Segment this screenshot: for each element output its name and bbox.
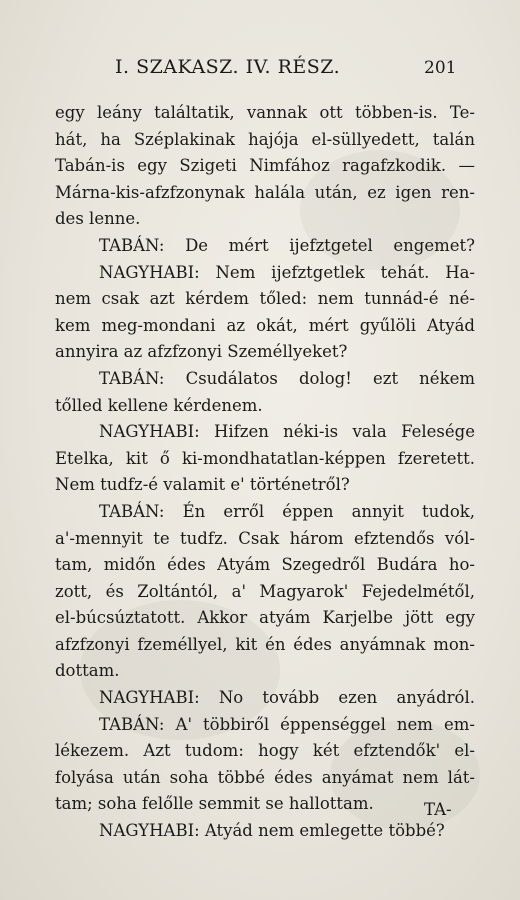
text-line: NAGYHABI: Nem ijefztgetlek tehát. Ha- bbox=[99, 262, 475, 282]
text-line: lékezem. Azt tudom: hogy két efztendők' el- bbox=[55, 741, 475, 761]
text-line: annyira az afzfzonyi Személlyeket? bbox=[55, 342, 348, 362]
text-line: zott, és Zoltántól, a' Magyarok' Fejedelmétől, bbox=[55, 581, 475, 601]
body-text bbox=[55, 100, 475, 845]
text-line: des lenne. bbox=[55, 209, 141, 229]
text-line: dottam. bbox=[55, 661, 120, 681]
text-line: TABÁN: A' többiről éppenséggel nem em- bbox=[99, 714, 475, 734]
text-line: tam, midőn édes Atyám Szegedről Budára ho- bbox=[55, 555, 475, 575]
text-line: hát, ha Széplakinak hajója el-süllyedett, talán bbox=[55, 129, 475, 149]
text-line: Márna-kis-afzfzonynak halála után, ez igen ren- bbox=[55, 182, 475, 202]
text-line: NAGYHABI: No tovább ezen anyádról. bbox=[99, 688, 475, 708]
text-line: egy leány találtatik, vannak ott többen-is. Te- bbox=[55, 103, 475, 122]
text-line: Etelka, kit ő ki-mondhatatlan-képpen fzeretett. bbox=[55, 448, 475, 468]
text-line: Tabán-is egy Szigeti Nimfához ragafzkodik. — bbox=[55, 156, 475, 176]
text-line: NAGYHABI: Atyád nem emlegette többé? bbox=[99, 821, 445, 841]
text-line: kem meg-mondani az okát, mért gyűlöli Atyád bbox=[55, 315, 475, 335]
text-line: nem csak azt kérdem tőled: nem tunnád-é né- bbox=[55, 289, 475, 309]
text-line: tam; soha felőlle semmit se hallottam. bbox=[55, 794, 374, 814]
running-head: I. SZAKASZ. IV. RÉSZ. bbox=[115, 56, 341, 78]
page-header bbox=[0, 56, 520, 86]
text-line: NAGYHABI: Hifzen néki-is vala Felesége bbox=[99, 422, 475, 442]
text-line: Nem tudfz-é valamit e' történetről? bbox=[55, 475, 350, 495]
text-line: afzfzonyi fzeméllyel, kit én édes anyámnak mon- bbox=[55, 634, 475, 654]
text-line: TABÁN: Én erről éppen annyit tudok, bbox=[99, 501, 475, 521]
text-line: el-búcsúztatott. Akkor atyám Karjelbe jött egy bbox=[55, 608, 475, 628]
text-line: TABÁN: De mért ijefztgetel engemet? bbox=[99, 235, 475, 255]
text-line: TABÁN: Csudálatos dolog! ezt nékem bbox=[99, 368, 475, 388]
page-number: 201 bbox=[424, 58, 457, 78]
text-line: tőlled kellene kérdenem. bbox=[55, 395, 263, 415]
catchword: TA- bbox=[424, 800, 452, 819]
text-line: folyása után soha többé édes anyámat nem lát- bbox=[55, 767, 475, 787]
text-line: a'-mennyit te tudfz. Csak három efztendős vól- bbox=[55, 528, 475, 548]
